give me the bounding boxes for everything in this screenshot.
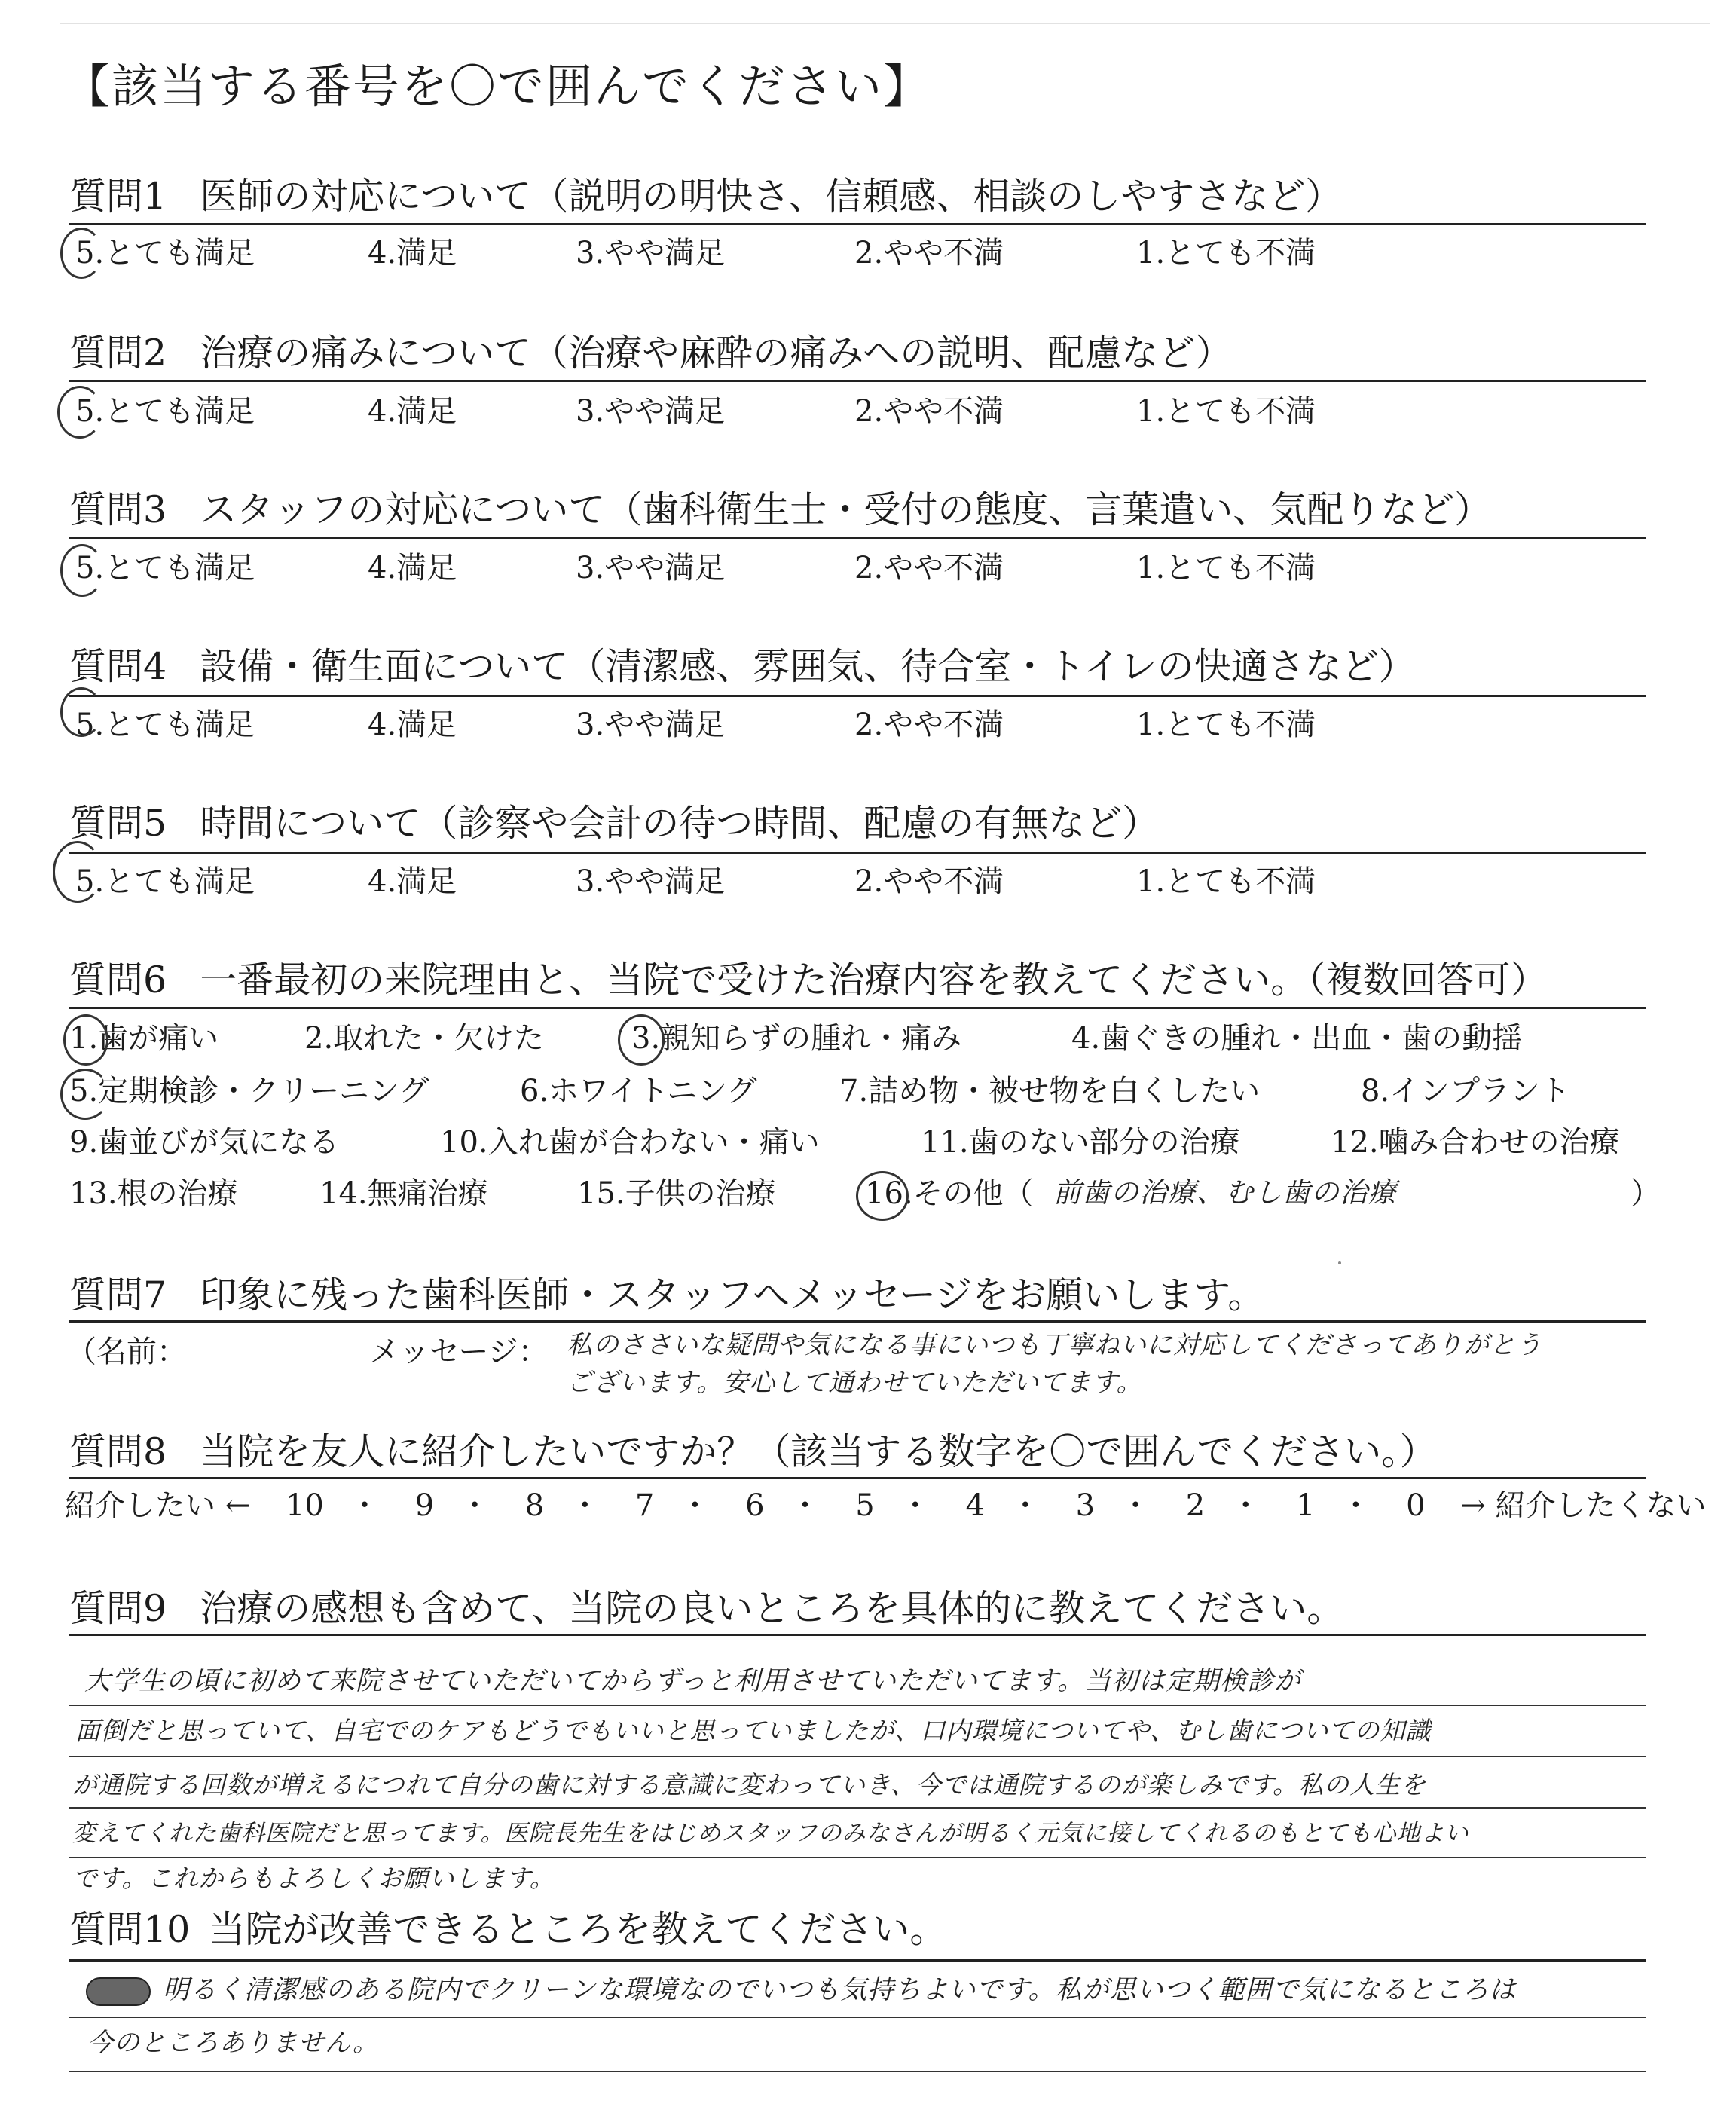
question-7-text: 印象に残った歯科医師・スタッフへメッセージをお願いします。 (200, 1274, 1265, 1316)
q4-option-2[interactable]: 2.やや不満 (854, 708, 1004, 742)
question-5-number: 質問5 (69, 802, 167, 845)
q6-option-9[interactable]: 9.歯並びが気になる (69, 1125, 340, 1160)
q3-option-2[interactable]: 2.やや不満 (854, 551, 1004, 586)
q6-option-5[interactable]: 5.定期検診・クリーニング (69, 1074, 429, 1109)
q4-option-4[interactable]: 4.満足 (368, 708, 457, 742)
q8-scale-6[interactable]: 6 (745, 1488, 765, 1523)
q8-left-label: 紹介したい ← (65, 1488, 251, 1523)
q9-answer-line-4: 変えてくれた歯科医院だと思ってます。医院長先生をはじめスタッフのみなさんが明るく元気に接してくれるのもとても心地よい (72, 1820, 1469, 1847)
q4-option-3[interactable]: 3.やや満足 (576, 708, 726, 742)
question-5-text: 時間について（診察や会計の待つ時間、配慮の有無など） (200, 802, 1160, 845)
q1-option-3[interactable]: 3.やや満足 (576, 236, 726, 271)
question-1-heading (69, 175, 1343, 218)
question-6-text: 一番最初の来院理由と、当院で受けた治療内容を教えてください。（複数回答可） (200, 959, 1548, 1001)
q2-option-1[interactable]: 1.とても不満 (1136, 394, 1316, 429)
q3-selected-circle (60, 544, 104, 597)
q2-option-3[interactable]: 3.やや満足 (576, 394, 726, 429)
question-9-rule (69, 1634, 1646, 1636)
q8-scale-1[interactable]: 1 (1295, 1488, 1316, 1523)
q1-option-5[interactable]: 5.とても満足 (75, 236, 255, 271)
q6-option-1[interactable]: 1.歯が痛い (69, 1021, 219, 1056)
q9-answer-rule-1 (69, 1705, 1646, 1706)
q10-answer-rule-1 (69, 2017, 1646, 2018)
question-3-text: スタッフの対応について（歯科衛生士・受付の態度、言葉遣い、気配りなど） (200, 488, 1492, 531)
question-4-text: 設備・衛生面について（清潔感、雰囲気、待合室・トイレの快適さなど） (200, 645, 1416, 688)
question-3-number: 質問3 (69, 488, 167, 531)
question-8-number: 質問8 (69, 1430, 167, 1473)
q8-scale-0[interactable]: 0 (1406, 1488, 1426, 1523)
q6-circle-5 (60, 1069, 110, 1120)
q2-option-5[interactable]: 5.とても満足 (75, 394, 255, 429)
q9-answer-rule-4 (69, 1857, 1646, 1858)
q10-answer-line-2: 今のところありません。 (87, 2028, 380, 2058)
q5-selected-circle (53, 841, 102, 903)
q8-scale-2[interactable]: 2 (1185, 1488, 1206, 1523)
q8-scale-7[interactable]: 7 (634, 1488, 655, 1523)
q6-option-12[interactable]: 12.噛み合わせの治療 (1331, 1125, 1620, 1160)
q8-scale-3[interactable]: 3 (1075, 1488, 1096, 1523)
q1-option-1[interactable]: 1.とても不満 (1136, 236, 1316, 271)
q6-circle-16 (856, 1171, 909, 1221)
question-6-number: 質問6 (69, 959, 167, 1001)
q8-scale-4[interactable]: 4 (965, 1488, 985, 1523)
question-2-text: 治療の痛みについて（治療や麻酔の痛みへの説明、配慮など） (200, 332, 1233, 375)
q1-option-2[interactable]: 2.やや不満 (854, 236, 1004, 271)
q6-option-13[interactable]: 13.根の治療 (69, 1176, 238, 1211)
q6-option-11[interactable]: 11.歯のない部分の治療 (921, 1125, 1240, 1160)
question-1-number: 質問1 (69, 175, 167, 218)
q6-circle-3 (618, 1014, 665, 1066)
q2-selected-circle (57, 386, 102, 439)
q4-option-5[interactable]: 5.とても満足 (75, 708, 255, 742)
question-2-rule (69, 380, 1646, 382)
q9-answer-line-2: 面倒だと思っていて、自宅でのケアもどうでもいいと思っていましたが、口内環境についてや、むし歯についての知識 (75, 1716, 1432, 1745)
question-10-heading (69, 1908, 947, 1951)
q3-option-1[interactable]: 1.とても不満 (1136, 551, 1316, 586)
q3-option-4[interactable]: 4.満足 (368, 551, 457, 586)
q6-option-3[interactable]: 3.親知らずの腫れ・痛み (631, 1021, 962, 1056)
q6-option-6[interactable]: 6.ホワイトニング (520, 1074, 757, 1109)
question-6-heading (69, 959, 1548, 1001)
q8-scale: 紹介したい ← 10 ・ 9 ・ 8 ・ 7 ・ 6 ・ 5 ・ 4 ・ 3 ・ 2 ・ 1 ・ 0 → 紹介したくない (65, 1488, 1707, 1523)
scribbled-out-mark (86, 1977, 151, 2006)
q6-option-7[interactable]: 7.詰め物・被せ物を白くしたい (839, 1074, 1261, 1109)
q5-option-1[interactable]: 1.とても不満 (1136, 864, 1316, 899)
q9-answer-rule-3 (69, 1807, 1646, 1809)
q9-answer-line-3: が通院する回数が増えるにつれて自分の歯に対する意識に変わっていき、今では通院するのが楽しみです。私の人生を (72, 1770, 1427, 1800)
question-7-heading (69, 1274, 1265, 1316)
q5-option-4[interactable]: 4.満足 (368, 864, 457, 899)
question-2-number: 質問2 (69, 332, 167, 375)
question-7-rule (69, 1320, 1646, 1323)
q1-option-4[interactable]: 4.満足 (368, 236, 457, 271)
q6-other-answer: 前歯の治療、むし歯の治療 (1053, 1176, 1397, 1209)
question-10-text: 当院が改善できるところを教えてください。 (208, 1908, 947, 1951)
q2-option-2[interactable]: 2.やや不満 (854, 394, 1004, 429)
q6-option-8[interactable]: 8.インプラント (1361, 1074, 1571, 1109)
question-8-heading (69, 1430, 1437, 1473)
question-6-rule (69, 1007, 1646, 1009)
question-10-rule (69, 1959, 1646, 1962)
q7-message-label: メッセージ： (369, 1335, 549, 1369)
q2-option-4[interactable]: 4.満足 (368, 394, 457, 429)
stray-mark (1338, 1261, 1341, 1264)
q5-option-2[interactable]: 2.やや不満 (854, 864, 1004, 899)
q9-answer-rule-2 (69, 1756, 1646, 1757)
q5-option-3[interactable]: 3.やや満足 (576, 864, 726, 899)
q10-answer-line-1: 明るく清潔感のある院内でクリーンな環境なのでいつも気持ちよいです。私が思いつく範囲で気になるところは (163, 1975, 1517, 2005)
q9-answer-line-5: です。これからもよろしくお願いします。 (72, 1864, 555, 1893)
question-2-heading (69, 332, 1233, 375)
question-8-text: 当院を友人に紹介したいですか？（該当する数字を〇で囲んでください。） (200, 1430, 1437, 1473)
q6-option-4[interactable]: 4.歯ぐきの腫れ・出血・歯の動揺 (1071, 1021, 1523, 1056)
q6-circle-1 (63, 1014, 108, 1066)
question-1-rule (69, 223, 1646, 225)
q6-option-10[interactable]: 10.入れ歯が合わない・痛い (440, 1125, 820, 1160)
question-9-heading (69, 1587, 1344, 1630)
q8-scale-5[interactable]: 5 (855, 1488, 875, 1523)
q6-option-2[interactable]: 2.取れた・欠けた (304, 1021, 545, 1056)
q5-option-5[interactable]: 5.とても満足 (75, 864, 255, 899)
q10-answer-rule-2 (69, 2071, 1646, 2072)
question-4-heading (69, 645, 1416, 688)
question-1-text: 医師の対応について（説明の明快さ、信頼感、相談のしやすさなど） (200, 175, 1343, 218)
form-title: 【該当する番号を〇で囲んでください】 (63, 59, 932, 114)
question-5-heading (69, 802, 1160, 845)
q8-right-label: → 紹介したくない (1460, 1488, 1707, 1523)
q3-option-5[interactable]: 5.とても満足 (75, 551, 255, 586)
q6-option-16-close: ） (1631, 1176, 1661, 1211)
question-10-number: 質問10 (69, 1908, 191, 1951)
q1-selected-circle (60, 228, 102, 279)
q6-option-15[interactable]: 15.子供の治療 (577, 1176, 776, 1211)
question-5-rule (69, 852, 1646, 854)
q3-option-3[interactable]: 3.やや満足 (576, 551, 726, 586)
question-4-rule (69, 695, 1646, 697)
q4-option-1[interactable]: 1.とても不満 (1136, 708, 1316, 742)
question-3-heading (69, 488, 1492, 531)
question-8-rule (69, 1477, 1646, 1479)
q6-option-16[interactable]: 16.その他（ (865, 1176, 1034, 1211)
question-3-rule (69, 537, 1646, 539)
question-9-number: 質問9 (69, 1587, 167, 1630)
q7-message-line-2: ございます。安心して通わせていただいてます。 (567, 1368, 1143, 1398)
q6-option-14[interactable]: 14.無痛治療 (319, 1176, 488, 1211)
top-border (60, 23, 1710, 24)
q9-answer-line-1: 大学生の頃に初めて来院させていただいてからずっと利用させていただいてます。当初は定期検診が (84, 1666, 1302, 1696)
question-7-number: 質問7 (69, 1274, 167, 1316)
q4-selected-circle (60, 687, 102, 737)
q8-scale-9[interactable]: 9 (414, 1488, 435, 1523)
q7-name-label: （名前： (66, 1335, 187, 1369)
q8-scale-8[interactable]: 8 (524, 1488, 545, 1523)
q7-message-line-1: 私のささいな疑問や気になる事にいつも丁寧ねいに対応してくださってありがとう (567, 1330, 1542, 1360)
question-9-text: 治療の感想も含めて、当院の良いところを具体的に教えてください。 (200, 1587, 1344, 1630)
question-4-number: 質問4 (69, 645, 167, 688)
q8-scale-10[interactable]: 10 (285, 1488, 324, 1523)
